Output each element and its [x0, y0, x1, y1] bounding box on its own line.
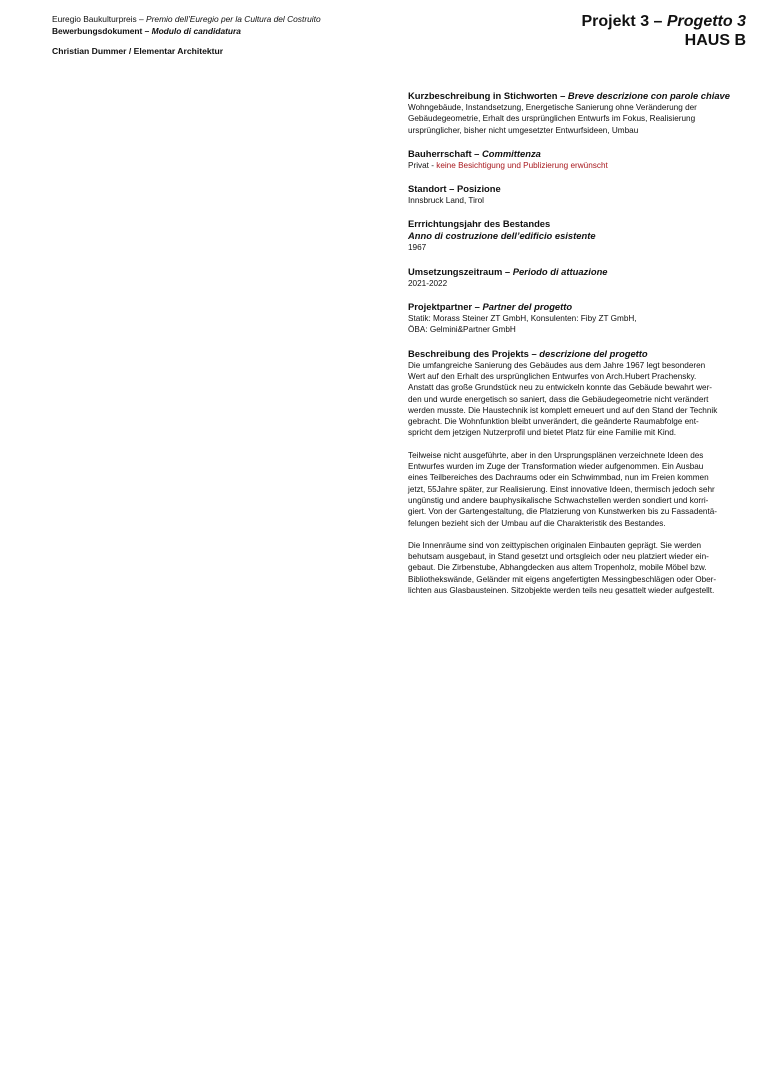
section-keywords: [408, 90, 753, 136]
author: Christian Dummer / Elementar Architektur: [52, 46, 224, 56]
section-title: [408, 148, 753, 160]
paragraph-line: gebracht. Die Wohnfunktion bleibt unverändert, die geänderte Raumabfolge ent-: [408, 417, 699, 427]
paragraph-line: Wert auf den Erhalt des ursprünglichen Entwurfes von Arch.Hubert Prachensky.: [408, 371, 697, 381]
location-value: Innsbruck Land, Tirol: [408, 196, 485, 206]
paragraph-line: Die Innenräume sind von zeittypischen originalen Einbauten geprägt. Sie werden: [408, 540, 702, 550]
title-de: Bauherrschaft –: [408, 147, 482, 159]
paragraph-line: Bibliothekswände, Geländer mit eigens angefertigten Messingbeschlägen oder Ober-: [408, 574, 717, 584]
paragraph-line: eines Teilbereiches des Dachraums oder ein Schwimmbad, nun im Freien kommen: [408, 473, 709, 483]
project-number-it: Progetto 3: [666, 13, 746, 30]
section-title: [408, 90, 753, 102]
paragraph-line: felungen bezieht sich der Umbau auf die Charakteristik des Bestandes.: [408, 518, 666, 528]
document-type-de: Bewerbungsdokument –: [52, 25, 152, 36]
section-title-it: [408, 230, 753, 242]
title-it: Periodo di attuazione: [512, 265, 608, 277]
section-year: [408, 218, 753, 253]
paragraph-line: behutsam ausgebaut, in Stand gesetzt und ortsgleich oder neu platziert wieder ein-: [408, 552, 709, 562]
section-title: [408, 266, 753, 278]
client-value: [408, 160, 753, 171]
title-de: Beschreibung des Projekts –: [408, 347, 540, 359]
content-column: [408, 90, 753, 608]
description-paragraph: [408, 360, 753, 439]
paragraph-line: Teilweise nicht ausgeführte, aber in den Ursprungsplänen verzeichnete Ideen des: [408, 450, 704, 460]
partners-line: Statik: Morass Steiner ZT GmbH, Konsulenten: Fiby ZT GmbH,: [408, 314, 637, 324]
paragraph-line: gebaut. Die Zirbenstube, Abhangdecken aus altem Tropenholz, mobile Möbel bzw.: [408, 563, 707, 573]
keywords-line: Wohngebäude, Instandsetzung, Energetische Sanierung ohne Veränderung der: [408, 103, 697, 112]
paragraph-line: Anstatt das große Grundstück neu zu entwickeln konnte das Gebäude bewahrt wer-: [408, 383, 713, 393]
section-client: [408, 148, 753, 171]
section-title: Errrichtungsjahr des Bestandes: [408, 218, 551, 230]
award-title-it: Premio dell’Euregio per la Cultura del Costruito: [146, 14, 321, 24]
paragraph-line: jetzt, 55Jahre später, zur Realisierung. Einst innovative Ideen, thermisch jedoch sehr: [408, 484, 715, 494]
paragraph-line: spricht dem jetzigen Nutzerprofil und bietet Platz für eine Familie mit Kind.: [408, 428, 677, 438]
paragraph-line: ungünstig und andere bauphysikalische Schwachstellen werden sondiert und korri-: [408, 495, 709, 505]
section-partners: [408, 301, 753, 336]
paragraph-line: Die umfangreiche Sanierung des Gebäudes aus dem Jahre 1967 legt besonderen: [408, 360, 706, 370]
project-name: HAUS B: [684, 32, 746, 49]
paragraph-line: werden musste. Die Haustechnik ist komplett erneuert und auf den Stand der Technik: [408, 405, 718, 415]
title-de: Projektpartner –: [408, 301, 483, 313]
document-type: [52, 26, 321, 38]
section-title: [408, 301, 753, 313]
award-title: [52, 14, 321, 26]
description-paragraph: [408, 450, 753, 529]
paragraph-line: den und wurde energetisch so saniert, dass die Gebäudegeometrie nicht verändert: [408, 394, 709, 404]
partners-line: ÖBA: Gelmini&Partner GmbH: [408, 325, 516, 335]
title-it: Breve descrizione con parole chiave: [567, 90, 730, 101]
document-header: [52, 14, 321, 58]
award-title-de: Euregio Baukulturpreis –: [52, 14, 147, 24]
paragraph-line: Entwurfes wurden im Zuge der Transformation wieder aufgenommen. Ein Ausbau: [408, 462, 704, 472]
client-note: keine Besichtigung und Publizierung erwünscht: [436, 160, 608, 170]
keywords-line: Gebäudegeometrie, Erhalt des ursprünglichen Entwurfs im Fokus, Realisierung: [408, 114, 696, 124]
title-it: descrizione del progetto: [539, 347, 648, 359]
period-value: 2021-2022: [408, 278, 448, 288]
project-number: [582, 12, 747, 32]
section-title: Standort – Posizione: [408, 183, 501, 195]
paragraph-line: lichten aus Glasbausteinen. Sitzobjekte werden teils neu gesattelt wieder aufgestellt.: [408, 586, 715, 596]
section-title: [408, 348, 753, 360]
project-number-de: Projekt 3 –: [581, 13, 667, 30]
title-it: Partner del progetto: [482, 301, 573, 313]
description-paragraph: [408, 540, 753, 596]
section-description: [408, 348, 753, 597]
paragraph-line: giert. Von der Gartengestaltung, die Platzierung von Kunstwerken bis zu Fassadentä-: [408, 507, 718, 517]
title-de: Umsetzungszeitraum –: [408, 265, 513, 277]
project-header: [582, 12, 747, 50]
title-it: Anno di costruzione dell’edificio esistente: [408, 230, 596, 242]
year-value: 1967: [408, 243, 427, 253]
document-type-it: Modulo di candidatura: [151, 25, 241, 36]
title-de: Kurzbeschreibung in Stichworten –: [408, 90, 568, 101]
section-location: [408, 183, 753, 206]
section-period: [408, 266, 753, 289]
keywords-line: ursprünglicher, bisher nicht umgesetzter Entwurfsideen, Umbau: [408, 125, 639, 135]
client-type: Privat -: [408, 160, 437, 170]
title-it: Committenza: [481, 147, 541, 159]
